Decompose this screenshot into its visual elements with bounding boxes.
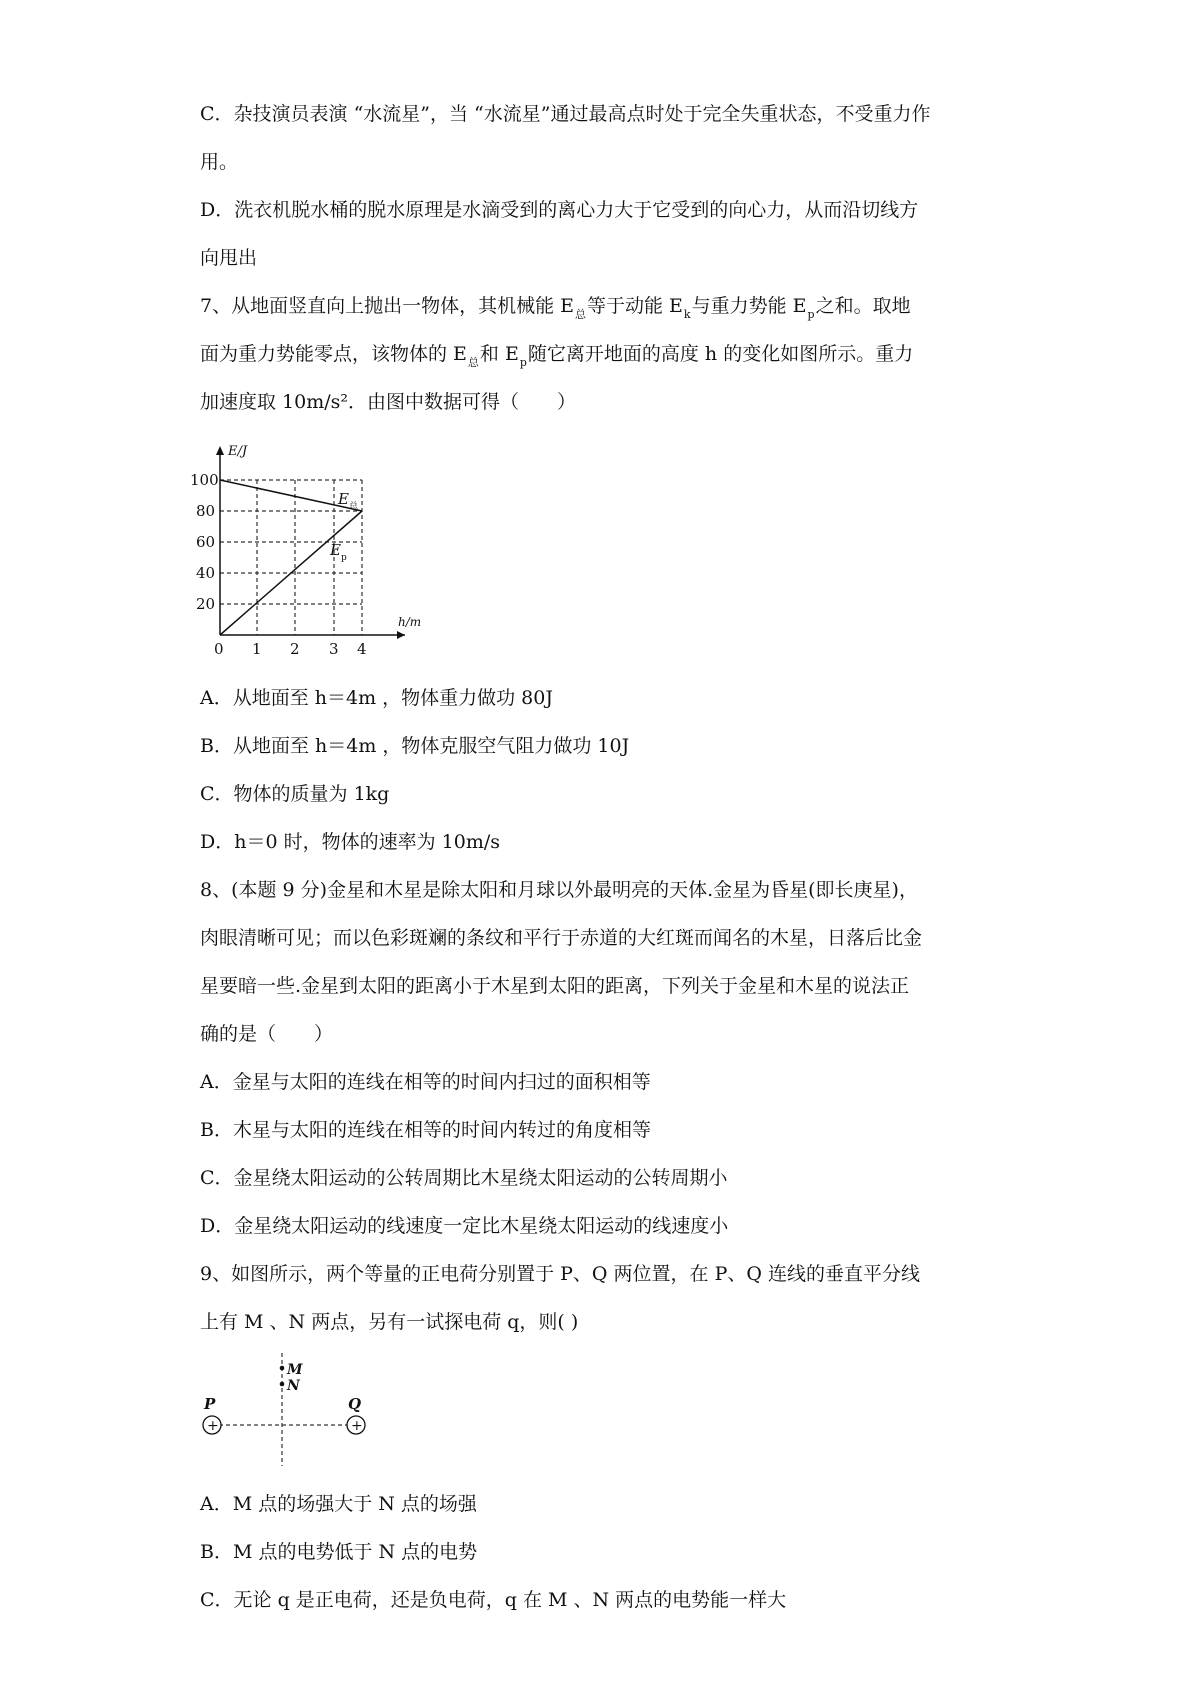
q9-stem-line1: 9、如图所示，两个等量的正电荷分别置于 P、Q 两位置，在 P、Q 连线的垂直平分线 bbox=[200, 1263, 920, 1285]
q8-option-a: A．金星与太阳的连线在相等的时间内扫过的面积相等 bbox=[200, 1071, 651, 1093]
label-m: M bbox=[287, 1362, 303, 1378]
point-m bbox=[280, 1366, 285, 1371]
y-tick-label: 80 bbox=[196, 502, 216, 520]
potential-energy-label: E bbox=[330, 541, 341, 559]
y-tick-label: 100 bbox=[190, 471, 219, 489]
q6-option-d-line2: 向甩出 bbox=[200, 247, 258, 269]
q7-option-b: B．从地面至 h＝4m ，物体克服空气阻力做功 10J bbox=[200, 735, 630, 757]
q7-option-d: D．h＝0 时，物体的速率为 10m/s bbox=[200, 831, 500, 853]
q7-stem-line3: 加速度取 10m/s²．由图中数据可得（ ） bbox=[200, 391, 577, 413]
q8-stem-line4: 确的是（ ） bbox=[200, 1023, 334, 1045]
y-tick-label: 60 bbox=[196, 533, 216, 551]
y-tick-label: 40 bbox=[196, 564, 216, 582]
q7-stem-line1: 7、从地面竖直向上抛出一物体，其机械能 $E_总$等于动能 $E_k$与重力势能 $E_p$之和。取地 bbox=[200, 295, 911, 321]
y-axis-label: E/J bbox=[228, 444, 248, 459]
charge-q-sign: + bbox=[351, 1418, 363, 1434]
total-energy-label: E bbox=[338, 490, 349, 508]
q6-option-c-line1: C．杂技演员表演 “水流星”，当 “水流星”通过最高点时处于完全失重状态，不受重力作 bbox=[200, 103, 931, 125]
q6-option-c-line2: 用。 bbox=[200, 151, 239, 173]
q7-option-a: A．从地面至 h＝4m ，物体重力做功 80J bbox=[200, 687, 553, 709]
label-p: P bbox=[204, 1395, 216, 1413]
q8-option-b: B．木星与太阳的连线在相等的时间内转过的角度相等 bbox=[200, 1119, 651, 1141]
q7-stem-line2: 面为重力势能零点，该物体的 $E_总$和 $E_p$随它离开地面的高度 h 的变化如图所示。重力 bbox=[200, 343, 914, 369]
q8-option-d: D．金星绕太阳运动的线速度一定比木星绕太阳运动的线速度小 bbox=[200, 1215, 729, 1237]
q7-energy-graph bbox=[190, 438, 450, 658]
y-axis-arrow bbox=[216, 446, 224, 455]
q9-option-c: C．无论 q 是正电荷，还是负电荷，q 在 M 、N 两点的电势能一样大 bbox=[200, 1589, 787, 1611]
x-tick-label: 3 bbox=[329, 640, 339, 658]
label-n: N bbox=[287, 1378, 300, 1394]
point-n bbox=[280, 1382, 285, 1387]
total-energy-label-sub: 总 bbox=[349, 502, 359, 512]
y-tick-label: 20 bbox=[196, 595, 216, 613]
q9-charges-figure bbox=[190, 1348, 380, 1468]
q8-stem-line3: 星要暗一些.金星到太阳的距离小于木星到太阳的距离，下列关于金星和木星的说法正 bbox=[200, 975, 910, 997]
x-tick-label: 2 bbox=[290, 640, 300, 658]
x-tick-label: 0 bbox=[214, 640, 224, 658]
x-tick-label: 4 bbox=[357, 640, 367, 658]
label-q: Q bbox=[348, 1395, 362, 1413]
q8-stem-line2: 肉眼清晰可见；而以色彩斑斓的条纹和平行于赤道的大红斑而闻名的木星，日落后比金 bbox=[200, 927, 923, 949]
x-tick-label: 1 bbox=[252, 640, 262, 658]
q8-stem-line1: 8、(本题 9 分)金星和木星是除太阳和月球以外最明亮的天体.金星为昏星(即长庚星)， bbox=[200, 879, 918, 901]
potential-energy-label-sub: p bbox=[341, 553, 347, 563]
q9-stem-line2: 上有 M 、N 两点，另有一试探电荷 q，则( ) bbox=[200, 1311, 579, 1333]
q9-option-b: B．M 点的电势低于 N 点的电势 bbox=[200, 1541, 478, 1563]
x-axis-arrow bbox=[397, 631, 405, 639]
q9-option-a: A．M 点的场强大于 N 点的场强 bbox=[200, 1493, 477, 1515]
q8-option-c: C．金星绕太阳运动的公转周期比木星绕太阳运动的公转周期小 bbox=[200, 1167, 728, 1189]
charge-p-sign: + bbox=[207, 1418, 219, 1434]
q6-option-d-line1: D．洗衣机脱水桶的脱水原理是水滴受到的离心力大于它受到的向心力，从而沿切线方 bbox=[200, 199, 919, 221]
q7-option-c: C．物体的质量为 1kg bbox=[200, 783, 390, 805]
x-axis-label: h/m bbox=[398, 615, 422, 629]
